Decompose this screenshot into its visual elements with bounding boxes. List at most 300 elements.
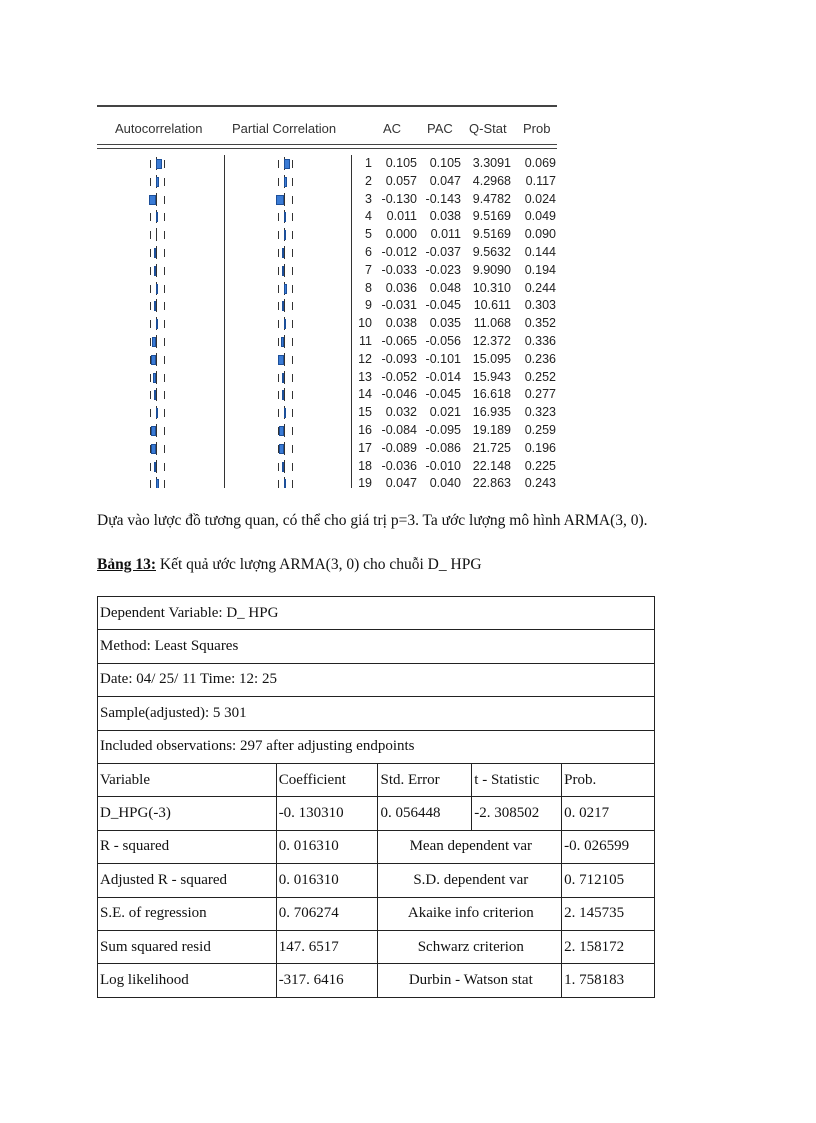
prob-cell: 0.244 — [524, 280, 556, 295]
confidence-band-right — [292, 374, 293, 382]
pac-bar — [282, 390, 285, 400]
correlogram-row — [97, 173, 557, 191]
pac-bar — [282, 462, 284, 472]
confidence-band-left — [278, 338, 279, 346]
confidence-band-left — [150, 267, 151, 275]
zero-axis — [156, 335, 157, 348]
prob-cell: 0.277 — [524, 387, 556, 402]
confidence-band-left — [278, 302, 279, 310]
correlogram-row — [97, 475, 557, 488]
coef-variable: D_HPG(-3) — [98, 797, 277, 830]
qstat-cell: 15.943 — [472, 369, 511, 384]
confidence-band-right — [164, 374, 165, 382]
confidence-band-right — [292, 196, 293, 204]
confidence-band-right — [292, 249, 293, 257]
confidence-band-right — [164, 445, 165, 453]
prob-cell: 0.352 — [524, 316, 556, 331]
ac-bar — [156, 319, 158, 329]
correlogram-row — [97, 440, 557, 458]
zero-axis — [156, 424, 157, 437]
pac-cell: -0.023 — [425, 262, 461, 277]
ac-cell: 0.036 — [385, 280, 417, 295]
row-date — [98, 663, 655, 696]
pac-cell: 0.011 — [430, 227, 461, 242]
ac-bar — [154, 301, 156, 311]
confidence-band-left — [150, 178, 151, 186]
zero-axis — [284, 246, 285, 259]
ac-bar — [153, 373, 156, 383]
row-included — [98, 730, 655, 763]
ac-bar — [156, 159, 162, 169]
correlogram-row — [97, 297, 557, 315]
confidence-band-left — [278, 249, 279, 257]
zero-axis — [284, 335, 285, 348]
qstat-cell: 9.5169 — [472, 209, 511, 224]
lag-cell: 9 — [365, 298, 372, 313]
stat-row — [98, 897, 655, 930]
correlogram-row — [97, 244, 557, 262]
stat-label-2: Durbin - Watson stat — [378, 964, 562, 997]
confidence-band-right — [164, 267, 165, 275]
row-method — [98, 630, 655, 663]
col-header-coefficient: Coefficient — [276, 763, 378, 796]
confidence-band-right — [164, 160, 165, 168]
ac-bar — [154, 266, 156, 276]
zero-axis — [156, 388, 157, 401]
lag-cell: 4 — [365, 209, 372, 224]
ac-cell: -0.033 — [381, 262, 417, 277]
pac-cell: -0.101 — [425, 351, 461, 366]
prob-cell: 0.259 — [524, 422, 556, 437]
pac-cell: -0.086 — [425, 440, 461, 455]
lag-cell: 16 — [358, 422, 372, 437]
confidence-band-right — [164, 338, 165, 346]
prob-cell: 0.196 — [524, 440, 556, 455]
lag-cell: 6 — [365, 244, 372, 259]
zero-axis — [156, 460, 157, 473]
pac-cell: -0.143 — [425, 191, 461, 206]
zero-axis — [284, 193, 285, 206]
pac-cell: -0.056 — [425, 333, 461, 348]
confidence-band-right — [164, 302, 165, 310]
zero-axis — [284, 299, 285, 312]
ac-cell: 0.000 — [385, 227, 417, 242]
confidence-band-right — [164, 409, 165, 417]
col-header-std-error: Std. Error — [378, 763, 472, 796]
pac-cell: -0.037 — [425, 244, 461, 259]
confidence-band-left — [150, 285, 151, 293]
ac-bar — [156, 479, 159, 488]
ac-bar — [154, 462, 156, 472]
confidence-band-left — [278, 267, 279, 275]
col-header-t-statistic: t - Statistic — [472, 763, 562, 796]
correlogram-row — [97, 208, 557, 226]
confidence-band-right — [164, 178, 165, 186]
stat-label-2: Akaike info criterion — [378, 897, 562, 930]
pac-bar — [284, 230, 286, 240]
confidence-band-left — [278, 480, 279, 488]
qstat-cell: 16.935 — [472, 405, 511, 420]
prob-cell: 0.117 — [525, 173, 556, 188]
table-caption — [97, 556, 777, 574]
confidence-band-right — [292, 391, 293, 399]
correlogram-rows — [97, 155, 557, 488]
zero-axis — [156, 193, 157, 206]
stat-label: Sum squared resid — [98, 930, 277, 963]
confidence-band-right — [292, 427, 293, 435]
ac-cell: -0.130 — [381, 191, 417, 206]
confidence-band-right — [164, 427, 165, 435]
prob-cell: 0.336 — [524, 333, 556, 348]
pac-cell: 0.021 — [429, 405, 461, 420]
confidence-band-left — [150, 463, 151, 471]
confidence-band-right — [292, 302, 293, 310]
stat-label-2: S.D. dependent var — [378, 864, 562, 897]
zero-axis — [284, 424, 285, 437]
correlogram-row — [97, 369, 557, 387]
results-table — [97, 596, 655, 998]
coef-value: -0. 130310 — [276, 797, 378, 830]
confidence-band-right — [292, 480, 293, 488]
stat-value: -317. 6416 — [276, 964, 378, 997]
zero-axis — [284, 442, 285, 455]
pac-bar — [282, 373, 284, 383]
confidence-band-right — [164, 196, 165, 204]
prob-cell: 0.024 — [524, 191, 556, 206]
ac-bar — [154, 390, 157, 400]
qstat-cell: 22.148 — [472, 458, 511, 473]
qstat-cell: 4.2968 — [472, 173, 511, 188]
correlogram-row — [97, 226, 557, 244]
confidence-band-right — [292, 285, 293, 293]
cell-dependent: Dependent Variable: D_ HPG — [98, 597, 655, 630]
stat-row — [98, 930, 655, 963]
pac-bar — [284, 284, 287, 294]
correlogram-row — [97, 422, 557, 440]
pac-bar — [281, 337, 284, 347]
pac-bar — [282, 266, 284, 276]
row-dependent — [98, 597, 655, 630]
row-coefficient — [98, 797, 655, 830]
header-rule-lower — [97, 148, 557, 149]
correlogram-row — [97, 404, 557, 422]
qstat-cell: 9.9090 — [472, 262, 511, 277]
zero-axis — [156, 246, 157, 259]
caption-label: Bảng 13: — [97, 556, 156, 573]
confidence-band-right — [292, 320, 293, 328]
confidence-band-left — [150, 480, 151, 488]
header-autocorrelation: Autocorrelation — [115, 121, 203, 136]
lag-cell: 18 — [358, 458, 372, 473]
stat-label-2: Mean dependent var — [378, 830, 562, 863]
confidence-band-right — [292, 231, 293, 239]
qstat-cell: 10.310 — [472, 280, 511, 295]
zero-axis — [156, 264, 157, 277]
lag-cell: 19 — [358, 476, 372, 488]
correlogram-row — [97, 386, 557, 404]
ac-cell: -0.065 — [381, 333, 417, 348]
confidence-band-left — [150, 249, 151, 257]
qstat-cell: 15.095 — [472, 351, 511, 366]
stat-value: 147. 6517 — [276, 930, 378, 963]
ac-cell: -0.031 — [381, 298, 417, 313]
confidence-band-left — [278, 320, 279, 328]
zero-axis — [156, 299, 157, 312]
pac-bar — [282, 301, 285, 311]
qstat-cell: 16.618 — [472, 387, 511, 402]
qstat-cell: 11.068 — [473, 316, 511, 331]
pac-bar — [276, 195, 284, 205]
confidence-band-right — [292, 338, 293, 346]
ac-bar — [152, 337, 156, 347]
stat-row — [98, 964, 655, 997]
zero-axis — [284, 388, 285, 401]
ac-cell: -0.052 — [381, 369, 417, 384]
paragraph: Dựa vào lược đồ tương quan, có thể cho giá trị p=3. Ta ước lượng mô hình ARMA(3, 0). — [97, 512, 648, 529]
confidence-band-left — [278, 374, 279, 382]
lag-cell: 10 — [358, 316, 372, 331]
confidence-band-right — [164, 320, 165, 328]
ac-bar — [156, 284, 158, 294]
prob-cell: 0.225 — [524, 458, 556, 473]
caption-text: Kết quả ước lượng ARMA(3, 0) cho chuỗi D_ HPG — [156, 556, 482, 573]
pac-cell: 0.035 — [429, 316, 461, 331]
prob-cell: 0.252 — [524, 369, 556, 384]
lag-cell: 8 — [365, 280, 372, 295]
coef-t-statistic: -2. 308502 — [472, 797, 562, 830]
pac-cell: -0.014 — [425, 369, 461, 384]
ac-bar — [151, 426, 156, 436]
pac-cell: -0.010 — [425, 458, 461, 473]
confidence-band-left — [278, 178, 279, 186]
confidence-band-right — [292, 178, 293, 186]
confidence-band-right — [164, 463, 165, 471]
pac-bar — [278, 355, 284, 365]
header-prob: Prob — [523, 121, 551, 136]
confidence-band-right — [164, 285, 165, 293]
confidence-band-left — [150, 160, 151, 168]
lag-cell: 14 — [358, 387, 372, 402]
cell-sample: Sample(adjusted): 5 301 — [98, 697, 655, 730]
confidence-band-left — [278, 409, 279, 417]
cell-included: Included observations: 297 after adjusting endpoints — [98, 730, 655, 763]
confidence-band-right — [164, 249, 165, 257]
zero-axis — [284, 371, 285, 384]
confidence-band-left — [150, 320, 151, 328]
ac-bar — [156, 177, 159, 187]
ac-cell: 0.032 — [385, 405, 417, 420]
prob-cell: 0.194 — [524, 262, 556, 277]
confidence-band-right — [164, 213, 165, 221]
zero-axis — [156, 353, 157, 366]
confidence-band-left — [150, 409, 151, 417]
pac-cell: 0.038 — [429, 209, 461, 224]
prob-cell: 0.323 — [524, 405, 556, 420]
lag-cell: 3 — [365, 191, 372, 206]
prob-cell: 0.243 — [524, 476, 556, 488]
prob-cell: 0.303 — [524, 298, 556, 313]
qstat-cell: 3.3091 — [472, 156, 511, 170]
confidence-band-right — [164, 356, 165, 364]
coef-prob: 0. 0217 — [562, 797, 655, 830]
stat-row — [98, 830, 655, 863]
stat-label: R - squared — [98, 830, 277, 863]
prob-cell: 0.049 — [524, 209, 556, 224]
stat-value-2: 1. 758183 — [562, 964, 655, 997]
prob-cell: 0.144 — [524, 244, 556, 259]
pac-bar — [284, 479, 286, 488]
ac-bar — [151, 444, 156, 454]
ac-cell: 0.105 — [385, 156, 417, 170]
prob-cell: 0.069 — [524, 156, 556, 170]
pac-cell: 0.048 — [429, 280, 461, 295]
stat-label: Adjusted R - squared — [98, 864, 277, 897]
stat-row — [98, 864, 655, 897]
lag-cell: 5 — [365, 227, 372, 242]
pac-cell: -0.095 — [425, 422, 461, 437]
pac-bar — [284, 408, 286, 418]
qstat-cell: 12.372 — [472, 333, 511, 348]
header-pac: PAC — [427, 121, 453, 136]
qstat-cell: 10.611 — [473, 298, 511, 313]
pac-bar — [284, 319, 286, 329]
stat-value-2: 2. 158172 — [562, 930, 655, 963]
lag-cell: 15 — [358, 405, 372, 420]
stat-value-2: 0. 712105 — [562, 864, 655, 897]
lag-cell: 7 — [365, 262, 372, 277]
confidence-band-left — [150, 231, 151, 239]
confidence-band-right — [164, 391, 165, 399]
lag-cell: 13 — [358, 369, 372, 384]
pac-bar — [279, 426, 284, 436]
confidence-band-left — [150, 374, 151, 382]
row-sample — [98, 697, 655, 730]
pac-cell: 0.047 — [429, 173, 461, 188]
pac-bar — [284, 159, 290, 169]
cell-date: Date: 04/ 25/ 11 Time: 12: 25 — [98, 663, 655, 696]
qstat-cell: 21.725 — [472, 440, 511, 455]
confidence-band-right — [292, 409, 293, 417]
stat-value-2: 2. 145735 — [562, 897, 655, 930]
correlogram-row — [97, 315, 557, 333]
stat-label-2: Schwarz criterion — [378, 930, 562, 963]
pac-cell: -0.045 — [425, 298, 461, 313]
lag-cell: 2 — [365, 173, 372, 188]
stat-value-2: -0. 026599 — [562, 830, 655, 863]
ac-cell: -0.012 — [381, 244, 417, 259]
ac-cell: -0.093 — [381, 351, 417, 366]
prob-cell: 0.090 — [524, 227, 556, 242]
ac-bar — [151, 355, 156, 365]
confidence-band-left — [278, 463, 279, 471]
correlogram-top-rule — [97, 105, 557, 107]
correlogram — [97, 105, 557, 488]
ac-bar — [149, 195, 156, 205]
ac-cell: -0.084 — [381, 422, 417, 437]
ac-cell: -0.089 — [381, 440, 417, 455]
header-qstat: Q-Stat — [469, 121, 507, 136]
pac-bar — [279, 444, 284, 454]
confidence-band-left — [150, 213, 151, 221]
prob-cell: 0.236 — [524, 351, 556, 366]
pac-bar — [284, 177, 287, 187]
confidence-band-right — [292, 267, 293, 275]
confidence-band-left — [278, 231, 279, 239]
coef-std-error: 0. 056448 — [378, 797, 472, 830]
stat-label: Log likelihood — [98, 964, 277, 997]
stat-value: 0. 706274 — [276, 897, 378, 930]
zero-axis — [284, 264, 285, 277]
correlogram-row — [97, 333, 557, 351]
confidence-band-left — [278, 285, 279, 293]
confidence-band-right — [292, 445, 293, 453]
lag-cell: 1 — [365, 156, 372, 170]
ac-cell: 0.047 — [385, 476, 417, 488]
row-col-headers — [98, 763, 655, 796]
col-header-prob: Prob. — [562, 763, 655, 796]
lag-cell: 12 — [358, 351, 372, 366]
zero-axis — [156, 442, 157, 455]
pac-bar — [282, 248, 284, 258]
ac-cell: -0.046 — [381, 387, 417, 402]
header-partial-correlation: Partial Correlation — [232, 121, 337, 136]
qstat-cell: 9.5169 — [472, 227, 511, 242]
pac-cell: 0.040 — [429, 476, 461, 488]
cell-method: Method: Least Squares — [98, 630, 655, 663]
confidence-band-left — [150, 302, 151, 310]
pac-bar — [284, 212, 286, 222]
ac-bar — [154, 248, 156, 258]
col-header-variable: Variable — [98, 763, 277, 796]
ac-cell: 0.011 — [386, 209, 417, 224]
confidence-band-right — [292, 356, 293, 364]
qstat-cell: 9.4782 — [472, 191, 511, 206]
confidence-band-left — [278, 391, 279, 399]
stat-value: 0. 016310 — [276, 830, 378, 863]
lag-cell: 17 — [358, 440, 372, 455]
qstat-cell: 22.863 — [472, 476, 511, 488]
zero-axis — [156, 371, 157, 384]
ac-cell: -0.036 — [381, 458, 417, 473]
correlogram-row — [97, 155, 557, 173]
zero-axis — [284, 460, 285, 473]
stat-value: 0. 016310 — [276, 864, 378, 897]
ac-cell: 0.038 — [385, 316, 417, 331]
correlogram-row — [97, 351, 557, 369]
correlogram-row — [97, 280, 557, 298]
confidence-band-right — [292, 160, 293, 168]
zero-axis — [284, 353, 285, 366]
confidence-band-right — [164, 231, 165, 239]
confidence-band-right — [292, 213, 293, 221]
pac-cell: -0.045 — [425, 387, 461, 402]
zero-axis — [156, 228, 157, 241]
confidence-band-left — [278, 213, 279, 221]
header-ac: AC — [383, 121, 402, 136]
confidence-band-left — [150, 338, 151, 346]
confidence-band-left — [278, 160, 279, 168]
correlogram-row — [97, 262, 557, 280]
confidence-band-right — [292, 463, 293, 471]
confidence-band-left — [150, 391, 151, 399]
qstat-cell: 19.189 — [472, 422, 511, 437]
confidence-band-right — [164, 480, 165, 488]
header-rule-upper — [97, 144, 557, 145]
qstat-cell: 9.5632 — [472, 244, 511, 259]
lag-cell: 11 — [359, 333, 372, 348]
correlogram-row — [97, 458, 557, 476]
ac-bar — [156, 212, 158, 222]
